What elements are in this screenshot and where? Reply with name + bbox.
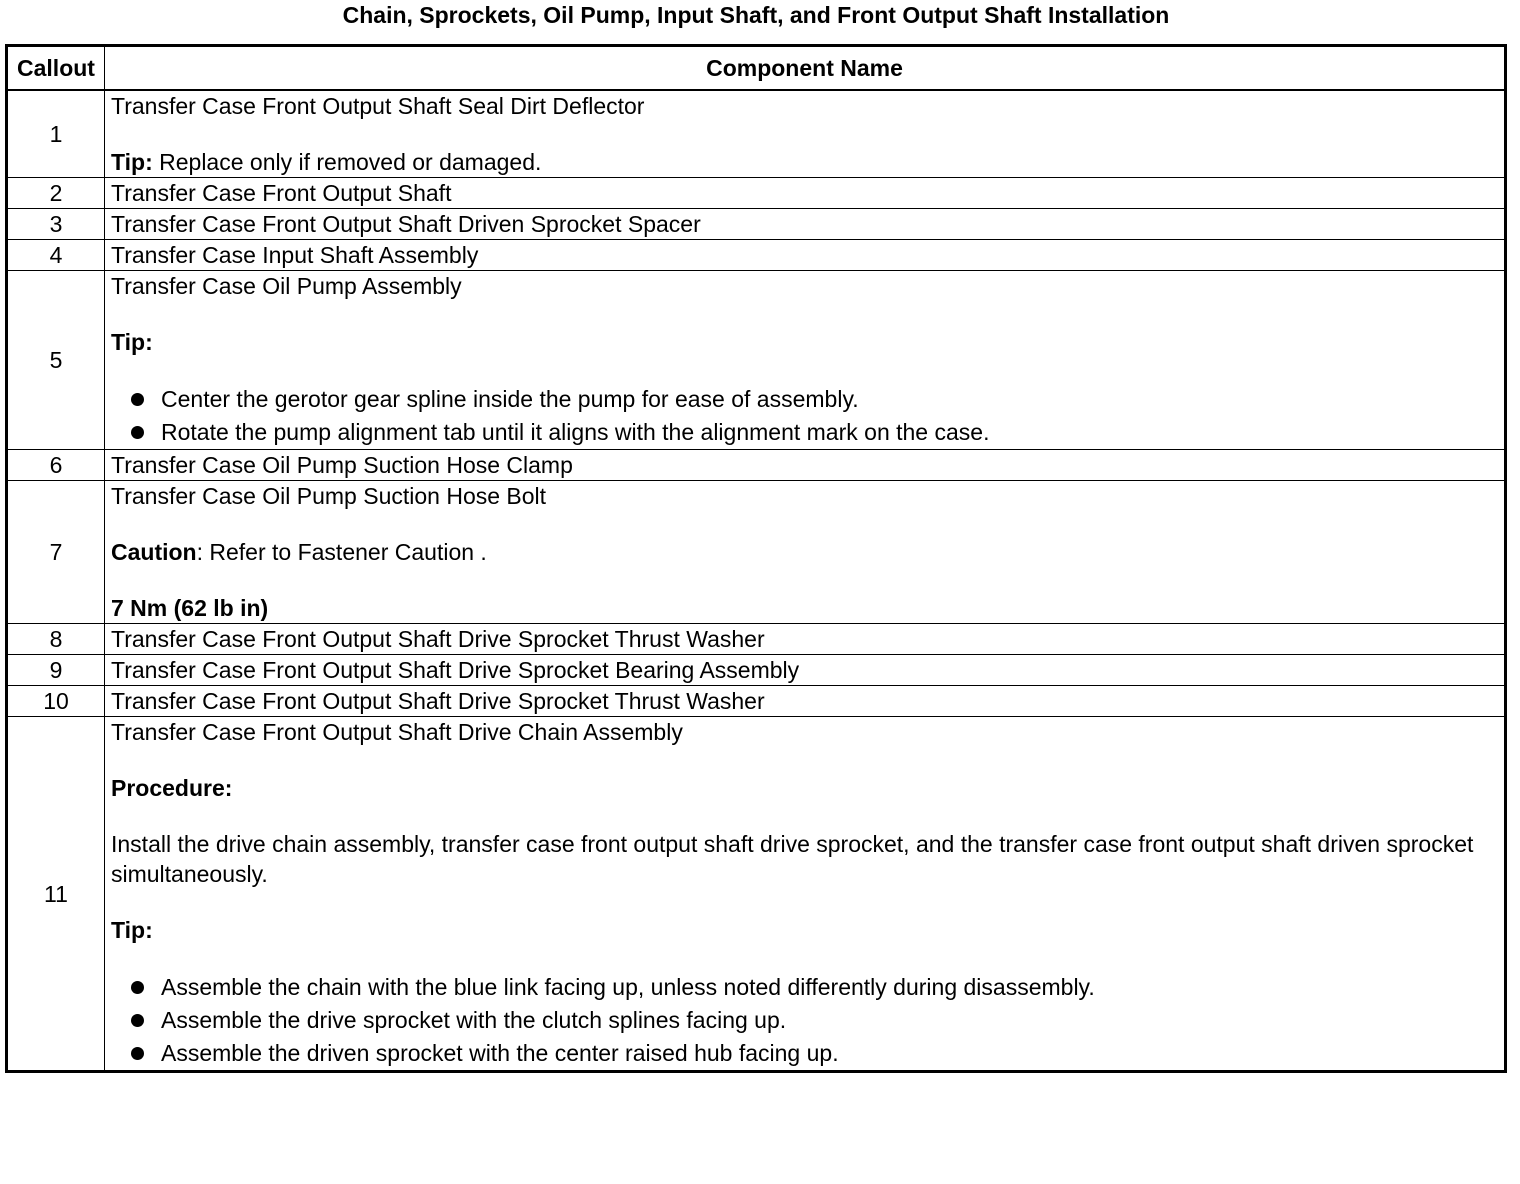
torque-value: 7 Nm (62 lb in) [111,595,269,621]
component-name: Transfer Case Input Shaft Assembly [105,240,1506,271]
table-row [7,178,1506,209]
procedure-heading [111,773,1498,803]
callout-number: 4 [7,240,105,271]
component-cell [105,717,1506,1072]
procedure-label: Procedure: [111,775,233,801]
caution-text: : Refer to Fastener Caution . [196,539,487,565]
tip-note [111,327,1498,357]
component-name: Transfer Case Front Output Shaft Drive Sprocket Thrust Washer [105,686,1506,717]
component-name: Transfer Case Front Output Shaft Seal Dirt Deflector [111,93,645,119]
component-name: Transfer Case Front Output Shaft Driven Sprocket Spacer [105,209,1506,240]
table-row [7,209,1506,240]
bullet-icon [131,1047,144,1060]
list-item [111,416,1498,449]
component-cell [105,90,1506,178]
component-name-column-header: Component Name [105,46,1506,91]
tip-label: Tip: [111,329,153,355]
component-name: Transfer Case Front Output Shaft Drive Sprocket Thrust Washer [105,624,1506,655]
caution-label: Caution [111,539,197,565]
callout-number: 11 [7,717,105,1072]
component-name: Transfer Case Front Output Shaft Drive Sprocket Bearing Assembly [105,655,1506,686]
table-row [7,240,1506,271]
component-cell [105,481,1506,624]
list-item-text: Center the gerotor gear spline inside the pump for ease of assembly. [161,386,859,412]
callout-number: 8 [7,624,105,655]
table-row [7,655,1506,686]
component-name: Transfer Case Oil Pump Suction Hose Bolt [111,483,547,509]
caution-note [111,537,1498,567]
tip-list [111,971,1498,1070]
bullet-icon [131,426,144,439]
list-item [111,383,1498,416]
table-row [7,717,1506,1072]
component-name: Transfer Case Oil Pump Suction Hose Clamp [105,450,1506,481]
tip-list [111,383,1498,449]
torque-spec [111,593,1498,623]
table-row [7,624,1506,655]
table-row [7,271,1506,450]
bullet-icon [131,981,144,994]
table-header-row [7,46,1506,91]
tip-label: Tip: [111,149,153,175]
list-item [111,1037,1498,1070]
tip-text: Replace only if removed or damaged. [152,149,542,175]
tip-label: Tip: [111,917,153,943]
callout-number: 5 [7,271,105,450]
callout-number: 2 [7,178,105,209]
callout-number: 1 [7,90,105,178]
component-name: Transfer Case Front Output Shaft Drive Chain Assembly [111,719,683,745]
table-row [7,686,1506,717]
component-table [5,44,1507,1073]
bullet-icon [131,393,144,406]
list-item-text: Assemble the chain with the blue link facing up, unless noted differently during disassembly. [161,974,1095,1000]
tip-note [111,915,1498,945]
bullet-icon [131,1014,144,1027]
callout-number: 10 [7,686,105,717]
component-name: Transfer Case Front Output Shaft [105,178,1506,209]
component-cell [105,271,1506,450]
list-item [111,1004,1498,1037]
callout-number: 7 [7,481,105,624]
callout-number: 6 [7,450,105,481]
component-name: Transfer Case Oil Pump Assembly [111,273,462,299]
callout-number: 3 [7,209,105,240]
tip-note [111,147,1498,177]
procedure-text: Install the drive chain assembly, transfer case front output shaft drive sprocket, and the transfer case front output shaft driven sprocket simultaneously. [111,831,1474,887]
table-row [7,90,1506,178]
table-row [7,450,1506,481]
table-row [7,481,1506,624]
list-item-text: Rotate the pump alignment tab until it aligns with the alignment mark on the case. [161,419,990,445]
list-item [111,971,1498,1004]
list-item-text: Assemble the driven sprocket with the center raised hub facing up. [161,1040,839,1066]
callout-column-header: Callout [7,46,105,91]
list-item-text: Assemble the drive sprocket with the clutch splines facing up. [161,1007,787,1033]
callout-number: 9 [7,655,105,686]
page-title: Chain, Sprockets, Oil Pump, Input Shaft, and Front Output Shaft Installation [342,2,1170,28]
